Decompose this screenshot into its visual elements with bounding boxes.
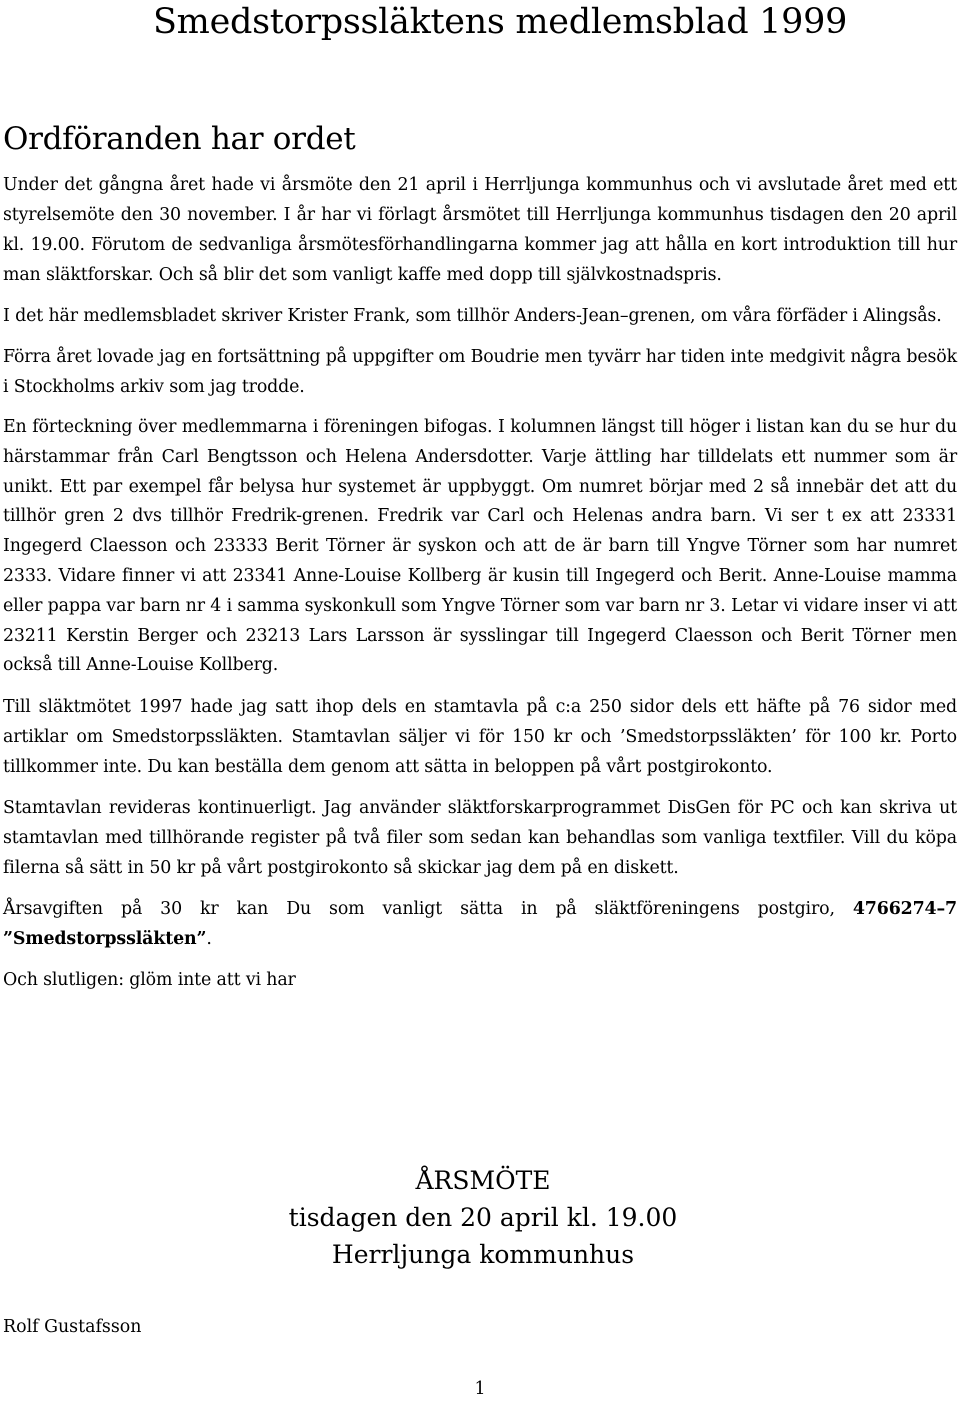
paragraph-boudrie: Förra året lovade jag en fortsättning på uppgifter om Boudrie men tyvärr har tiden inte medgivit några besök i Stockholms arkiv som jag trodde. xyxy=(3,347,957,397)
announcement-location: Herrljunga kommunhus xyxy=(331,1240,635,1269)
article-body xyxy=(3,170,957,1006)
meeting-announcement xyxy=(3,1162,960,1273)
fee-end: . xyxy=(206,929,212,950)
paragraph-krister-frank: I det här medlemsbladet skriver Krister Frank, som tillhör Anders-Jean–grenen, om våra förfäder i Alingsås. xyxy=(3,306,942,326)
paragraph-stamtavla-1997: Till släktmötet 1997 hade jag satt ihop dels en stamtavla på c:a 250 sidor dels ett häfte på 76 sidor med artiklar om Smedstorpssläkten. Stamtavlan säljer vi för 150 kr och ’Smedstorpssläkten’ för 100 kr. Porto tillkommer inte. Du kan beställa dem genom att sätta in beloppen på vårt postgirokonto. xyxy=(3,697,957,778)
page-number: 1 xyxy=(474,1379,486,1399)
document-title: Smedstorpssläktens medlemsblad 1999 xyxy=(153,2,848,42)
paragraph-disgen: Stamtavlan revideras kontinuerligt. Jag använder släktforskarprogrammet DisGen för PC och kan skriva ut stamtavlan med tillhörande register på två filer som sedan kan behandlas som vanliga textfiler. Vill du köpa filerna så sätt in 50 kr på vårt postgirokonto så skickar jag dem på en diskett. xyxy=(3,798,957,879)
section-heading: Ordföranden har ordet xyxy=(3,121,356,157)
fee-text: Årsavgiften på 30 kr kan Du som vanligt sätta in på släktföreningens postgiro, xyxy=(3,899,853,920)
signature: Rolf Gustafsson xyxy=(3,1317,142,1337)
paragraph-annual-fee xyxy=(3,894,957,954)
postgiro-number: 4766274–7 xyxy=(852,899,957,920)
announcement-event: ÅRSMÖTE xyxy=(415,1166,551,1195)
announcement-date-time: tisdagen den 20 april kl. 19.00 xyxy=(288,1203,678,1232)
association-name: ”Smedstorpssläkten” xyxy=(3,929,207,950)
paragraph-annual-meeting: Under det gångna året hade vi årsmöte den 21 april i Herrljunga kommunhus och vi avslutade året med ett styrelsemöte den 30 november. I år har vi förlagt årsmötet till Herrljunga kommunhus tisdagen den 20 april kl. 19.00. Förutom de sedvanliga årsmötesförhandlingarna kommer jag att hålla en kort introduktion till hur man släktforskar. Och så blir det som vanligt kaffe med dopp till självkostnadspris. xyxy=(3,175,957,285)
closing-line: Och slutligen: glöm inte att vi har xyxy=(3,970,296,991)
paragraph-member-list: En förteckning över medlemmarna i föreningen bifogas. I kolumnen längst till höger i listan kan du se hur du härstammar från Carl Bengtsson och Helena Andersdotter. Varje ättling har tilldelats ett nummer som är unikt. Ett par exempel får belysa hur systemet är uppbyggt. Om numret börjar med 2 så innebär det att du tillhör gren 2 dvs tillhör Fredrik-grenen. Fredrik var Carl och Helenas andra barn. Vi ser t ex att 23331 Ingegerd Claesson och 23333 Berit Törner är syskon och att de är barn till Yngve Törner som har numret 2333. Vidare finner vi att 23341 Anne-Louise Kollberg är kusin till Ingegerd och Berit. Anne-Louise mamma eller pappa var barn nr 4 i samma syskonkull som Yngve Törner som var barn nr 3. Letar vi vidare inser vi att 23211 Kerstin Berger och 23213 Lars Larsson är sysslingar till Ingegerd Claesson och Berit Törner men också till Anne-Louise Kollberg. xyxy=(3,417,957,676)
